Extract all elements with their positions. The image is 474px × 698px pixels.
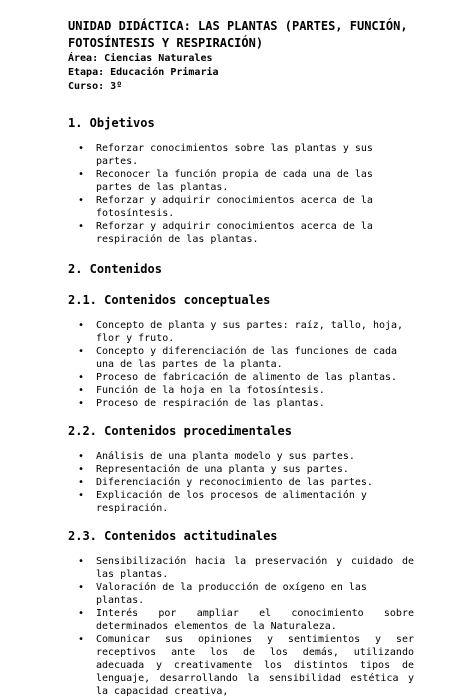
bullet-icon: • bbox=[78, 346, 85, 357]
bullet-icon: • bbox=[78, 398, 85, 409]
list-item: • Reconocer la función propia de cada una de las partes de las plantas. bbox=[78, 169, 373, 193]
list-item: • Interés por ampliar el conocimiento sobre determinados elementos de la Naturaleza. bbox=[78, 608, 414, 632]
list-item: • Concepto de planta y sus partes: raíz, tallo, hoja, flor y fruto. bbox=[78, 320, 404, 344]
bullet-icon: • bbox=[78, 464, 85, 475]
bullet-icon: • bbox=[78, 221, 85, 232]
bullet-icon: • bbox=[78, 582, 85, 593]
list-item: • Reforzar y adquirir conocimientos acerca de la respiración de las plantas. bbox=[78, 221, 373, 245]
bullet-icon: • bbox=[78, 385, 85, 396]
subsection-heading-conceptuales: 2.1. Contenidos conceptuales bbox=[68, 293, 271, 307]
list-item: • Función de la hoja en la fotosíntesis. bbox=[78, 385, 325, 396]
list-item: • Representación de una planta y sus partes. bbox=[78, 464, 349, 475]
list-item: • Diferenciación y reconocimiento de las partes. bbox=[78, 477, 373, 488]
bullet-icon: • bbox=[78, 556, 85, 567]
curso-line: Curso: 3º bbox=[68, 81, 123, 92]
objetivos-list bbox=[68, 142, 414, 246]
document-page bbox=[68, 18, 414, 698]
subsection-heading-procedimentales: 2.2. Contenidos procedimentales bbox=[68, 424, 292, 438]
subsection-heading-actitudinales: 2.3. Contenidos actitudinales bbox=[68, 529, 278, 543]
procedimentales-list bbox=[68, 450, 414, 515]
list-item: • Concepto y diferenciación de las funciones de cada una de las partes de la planta. bbox=[78, 346, 398, 370]
section-heading-contenidos: 2. Contenidos bbox=[68, 262, 162, 276]
bullet-icon: • bbox=[78, 490, 85, 501]
bullet-icon: • bbox=[78, 634, 85, 645]
etapa-line: Etapa: Educación Primaria bbox=[68, 67, 219, 78]
bullet-icon: • bbox=[78, 372, 85, 383]
actitudinales-list bbox=[68, 555, 414, 698]
bullet-icon: • bbox=[78, 143, 85, 154]
section-heading-objetivos: 1. Objetivos bbox=[68, 116, 155, 130]
list-item: • Reforzar y adquirir conocimientos acerca de la fotosíntesis. bbox=[78, 195, 373, 219]
list-item: • Análisis de una planta modelo y sus partes. bbox=[78, 451, 355, 462]
bullet-icon: • bbox=[78, 195, 85, 206]
list-item: • Comunicar sus opiniones y sentimientos y ser receptivos ante los de los demás, utilizando adecuada y creativamente los distintos tipos de lenguaje, desarrollando la sensibilidad estética y la capacidad creativa, bbox=[78, 634, 414, 697]
bullet-icon: • bbox=[78, 477, 85, 488]
list-item: • Proceso de respiración de las plantas. bbox=[78, 398, 325, 409]
list-item: • Reforzar conocimientos sobre las plantas y sus partes. bbox=[78, 143, 373, 167]
bullet-icon: • bbox=[78, 451, 85, 462]
area-line: Área: Ciencias Naturales bbox=[68, 53, 213, 64]
list-item: • Explicación de los procesos de alimentación y respiración. bbox=[78, 490, 367, 514]
list-item: • Sensibilización hacia la preservación y cuidado de las plantas. bbox=[78, 556, 414, 580]
list-item: • Valoración de la producción de oxígeno en las plantas. bbox=[78, 582, 367, 606]
bullet-icon: • bbox=[78, 320, 85, 331]
list-item: • Proceso de fabricación de alimento de las plantas. bbox=[78, 372, 398, 383]
document-title: UNIDAD DIDÁCTICA: LAS PLANTAS (PARTES, FUNCIÓN, FOTOSÍNTESIS Y RESPIRACIÓN) bbox=[68, 19, 408, 50]
bullet-icon: • bbox=[78, 169, 85, 180]
conceptuales-list bbox=[68, 319, 414, 410]
bullet-icon: • bbox=[78, 608, 85, 619]
